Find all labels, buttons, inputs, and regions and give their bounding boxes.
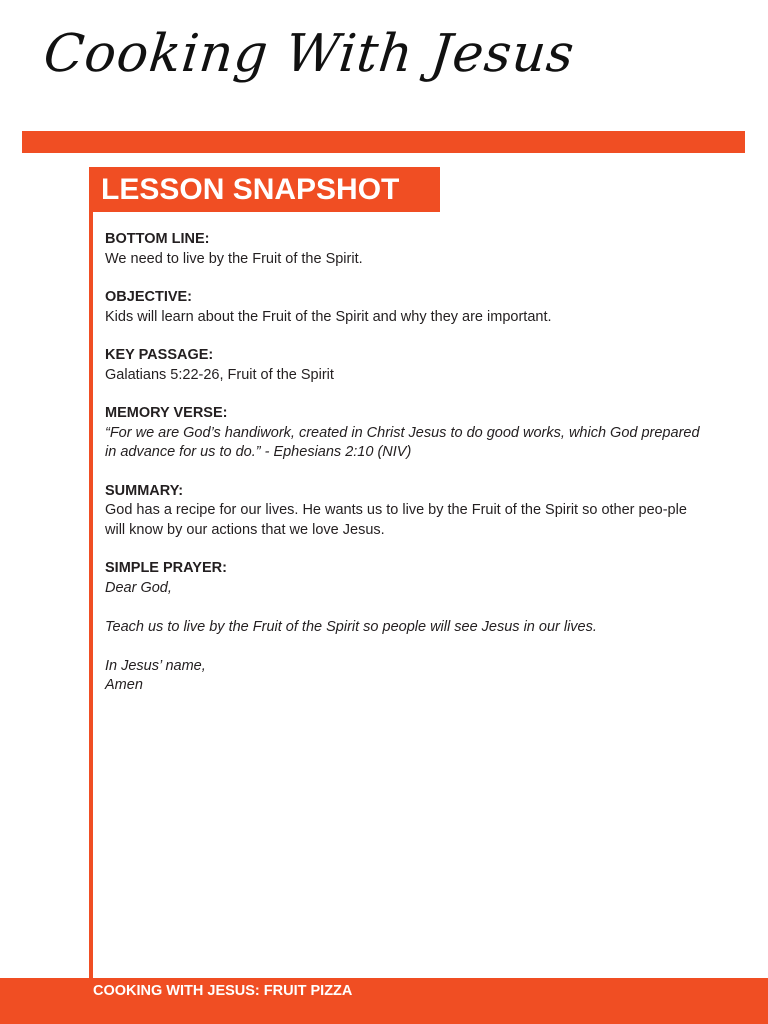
bottom-line-label: BOTTOM LINE:	[105, 231, 210, 247]
bottom-line-section	[105, 230, 705, 269]
summary-label: SUMMARY:	[105, 482, 184, 499]
memory-verse-text: “For we are God’s handiwork, created in Christ Jesus to do good works, which God prepared in advance for us to do.” - Ephesians 2:10 (NIV)	[105, 424, 700, 460]
top-accent-bar	[22, 131, 745, 153]
objective-section	[105, 288, 705, 327]
prayer-closing-amen: Amen	[105, 677, 143, 693]
objective-text: Kids will learn about the Fruit of the Spirit and why they are important.	[105, 308, 552, 325]
bottom-line-text: We need to live by the Fruit of the Spirit.	[105, 250, 363, 267]
prayer-body: Teach us to live by the Fruit of the Spirit so people will see Jesus in our lives.	[105, 618, 597, 635]
prayer-greeting: Dear God,	[105, 579, 172, 596]
key-passage-label: KEY PASSAGE:	[105, 347, 214, 363]
objective-label: OBJECTIVE:	[105, 289, 193, 305]
prayer-spacer	[105, 637, 705, 657]
brand-logo-title: Cooking With Jesus	[40, 24, 578, 84]
left-accent-rule	[89, 167, 93, 982]
key-passage-section	[105, 346, 705, 385]
simple-prayer-label: SIMPLE PRAYER:	[105, 560, 227, 576]
summary-text: God has a recipe for our lives. He wants us to live by the Fruit of the Spirit so other peo-ple will know by our actions that we love Jesus.	[105, 502, 687, 538]
summary-section	[105, 482, 705, 541]
simple-prayer-section	[105, 559, 705, 696]
lesson-snapshot-header: LESSON SNAPSHOT	[91, 167, 440, 212]
prayer-spacer	[105, 598, 705, 618]
memory-verse-section	[105, 404, 705, 463]
memory-verse-label: MEMORY VERSE:	[105, 405, 228, 421]
footer-title: COOKING WITH JESUS: FRUIT PIZZA	[93, 983, 353, 999]
prayer-closing-name: In Jesus’ name,	[105, 657, 206, 674]
key-passage-text: Galatians 5:22-26, Fruit of the Spirit	[105, 366, 334, 383]
lesson-content	[105, 230, 705, 715]
